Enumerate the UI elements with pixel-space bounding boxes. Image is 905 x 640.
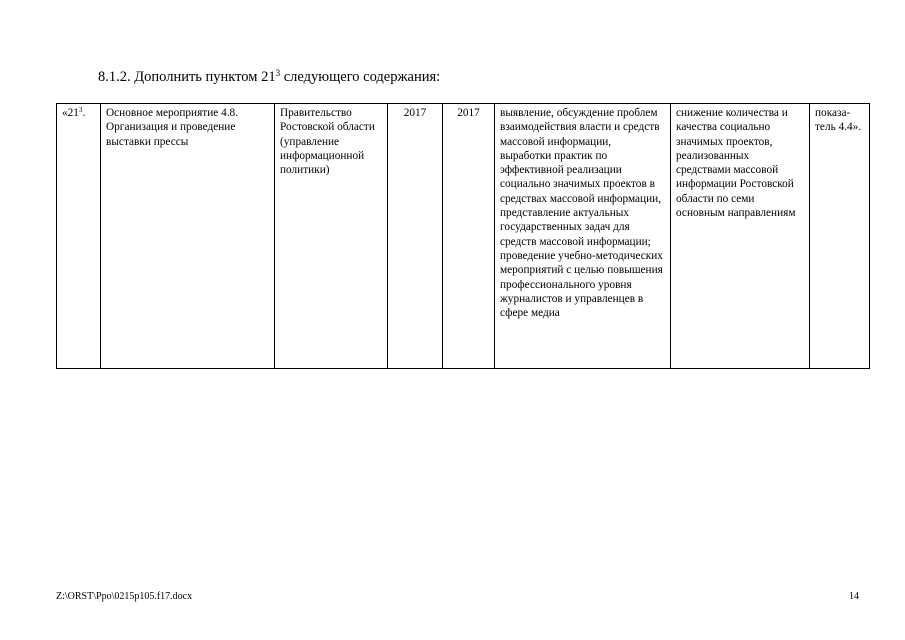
problems-cell: выявление, обсуждение проблем взаимодействия власти и средств массовой информации, выработки практик по эффективной реализации социально значимых проектов в средствах массовой информации, представление актуальных государственных задач для средств массовой информации; проведение учебно-методических мероприятий с целью повышения профессионального уровня журналистов и управленцев в сфере медиа xyxy=(495,104,671,369)
item-number-prefix: «21 xyxy=(62,107,79,119)
indicator-cell: показа-тель 4.4». xyxy=(810,104,870,369)
item-number-superscript: 3 xyxy=(78,106,83,114)
amendment-table xyxy=(56,103,870,369)
start-year-cell: 2017 xyxy=(388,104,443,369)
end-year-cell: 2017 xyxy=(443,104,495,369)
event-cell: Основное мероприятие 4.8. Организация и проведение выставки прессы xyxy=(101,104,275,369)
heading-superscript: 3 xyxy=(275,68,281,78)
item-number-cell xyxy=(57,104,101,369)
consequences-cell: снижение количества и качества социально значимых проектов, реализованных средствами массовой информации Ростовской области по семи основным направлениям xyxy=(671,104,810,369)
heading-text: 8.1.2. Дополнить пунктом 21 xyxy=(98,69,276,85)
item-number-suffix: . xyxy=(82,107,86,119)
executor-cell: Правительство Ростовской области (управление информационной политики) xyxy=(275,104,388,369)
footer-file-path: Z:\ORST\Ppo\0215p105.f17.docx xyxy=(56,591,193,602)
amendment-heading xyxy=(98,68,440,86)
heading-suffix: следующего содержания: xyxy=(280,69,441,85)
table-row xyxy=(57,104,870,369)
footer-page-number: 14 xyxy=(849,591,859,602)
